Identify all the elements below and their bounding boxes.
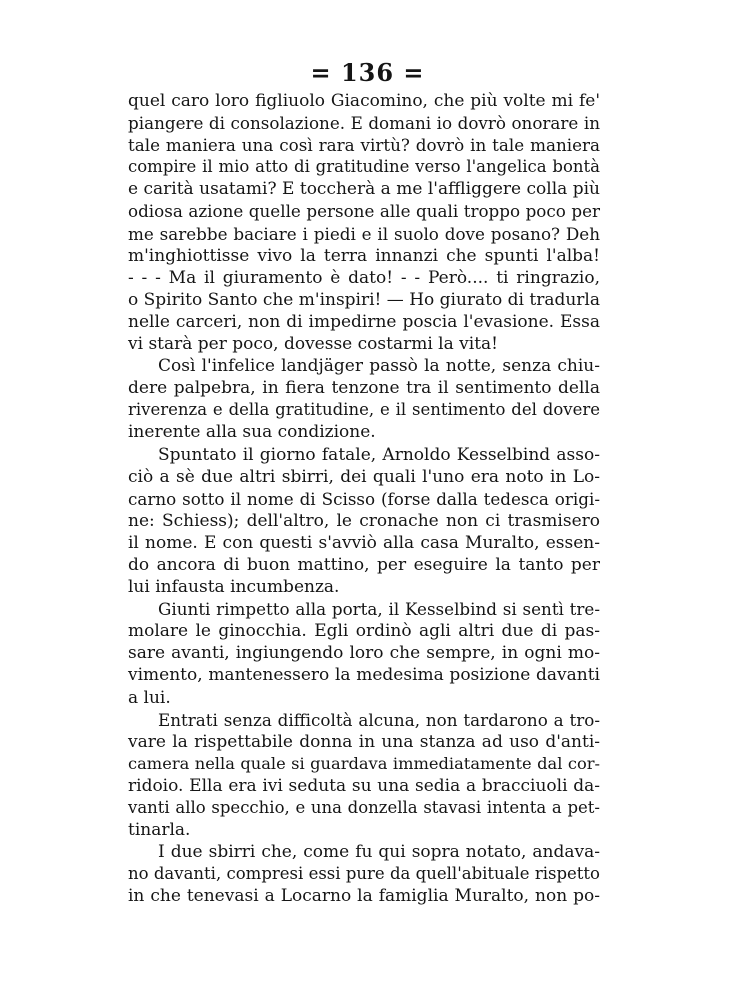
text-line: vare la rispettabile donna in una stanza ad uso d'anti- xyxy=(128,731,600,752)
text-line: a lui. xyxy=(128,687,171,708)
text-line: me sarebbe baciare i piedi e il suolo dove posano? Deh xyxy=(128,223,600,244)
text-line: quel caro loro figliuolo Giacomino, che più volte mi fe' xyxy=(128,91,600,111)
text-line: inerente alla sua condizione. xyxy=(128,422,376,443)
text-line: ridoio. Ella era ivi seduta su una sedia a bracciuoli da- xyxy=(128,775,600,796)
text-line: odiosa azione quelle persone alle quali troppo poco per xyxy=(128,201,600,222)
text-line: vanti allo specchio, e una donzella stavasi intenta a pet- xyxy=(128,798,600,817)
text-line: in che tenevasi a Locarno la famiglia Muralto, non po- xyxy=(128,886,600,907)
text-line: tinarla. xyxy=(128,820,191,841)
text-line: ne: Schiess); dell'altro, le cronache non ci trasmisero xyxy=(128,510,600,531)
text-line: Entrati senza difficoltà alcuna, non tardarono a tro- xyxy=(158,709,600,730)
text-line: camera nella quale si guardava immediatamente dal cor- xyxy=(128,753,600,773)
text-line: dere palpebra, in fiera tenzone tra il sentimento della xyxy=(128,378,600,399)
text-line: carno sotto il nome di Scisso (forse dalla tedesca origi- xyxy=(128,488,600,509)
text-line: riverenza e della gratitudine, e il sentimento del dovere xyxy=(128,400,600,420)
text-line: m'inghiottisse vivo la terra innanzi che spunti l'alba! xyxy=(128,245,600,266)
text-line: lui infausta incumbenza. xyxy=(128,577,340,598)
text-line: o Spirito Santo che m'inspiri! — Ho giurato di tradurla xyxy=(128,289,601,310)
text-line: molare le ginocchia. Egli ordinò agli altri due di pas- xyxy=(128,621,600,642)
text-line: vimento, mantenessero la medesima posizione davanti xyxy=(128,665,600,686)
text-line: Spuntato il giorno fatale, Arnoldo Kesselbind asso- xyxy=(158,444,600,465)
text-line: compire il mio atto di gratitudine verso l'angelica bontà xyxy=(128,157,600,177)
text-line: I due sbirri che, come fu qui sopra notato, andava- xyxy=(158,842,600,863)
text-line: ciò a sè due altri sbirri, dei quali l'uno era noto in Lo- xyxy=(128,466,600,487)
page-number: = 136 = xyxy=(310,58,425,87)
text-line: sare avanti, ingiungendo loro che sempre, in ogni mo- xyxy=(128,643,600,664)
text-line: do ancora di buon mattino, per eseguire la tanto per xyxy=(128,554,600,575)
text-line: - - - Ma il giuramento è dato! - - Però.... ti ringrazio, xyxy=(128,267,600,288)
text-line: piangere di consolazione. E domani io dovrò onorare in xyxy=(128,113,600,134)
text-line: tale maniera una così rara virtù? dovrò in tale maniera xyxy=(128,135,600,156)
text-line: nelle carceri, non di impedirne poscia l'evasione. Essa xyxy=(128,311,600,332)
text-line: Giunti rimpetto alla porta, il Kesselbind si sentì tre- xyxy=(158,599,600,620)
text-line: vi starà per poco, dovesse costarmi la vita! xyxy=(128,334,498,355)
text-line: no davanti, compresi essi pure da quell'abituale rispetto xyxy=(128,864,600,884)
text-line: Così l'infelice landjäger passò la notte, senza chiu- xyxy=(158,356,600,377)
text-line: e carità usatami? E toccherà a me l'affliggere colla più xyxy=(128,179,600,200)
text-line: il nome. E con questi s'avviò alla casa Muralto, essen- xyxy=(128,532,600,553)
body-text xyxy=(128,90,600,907)
